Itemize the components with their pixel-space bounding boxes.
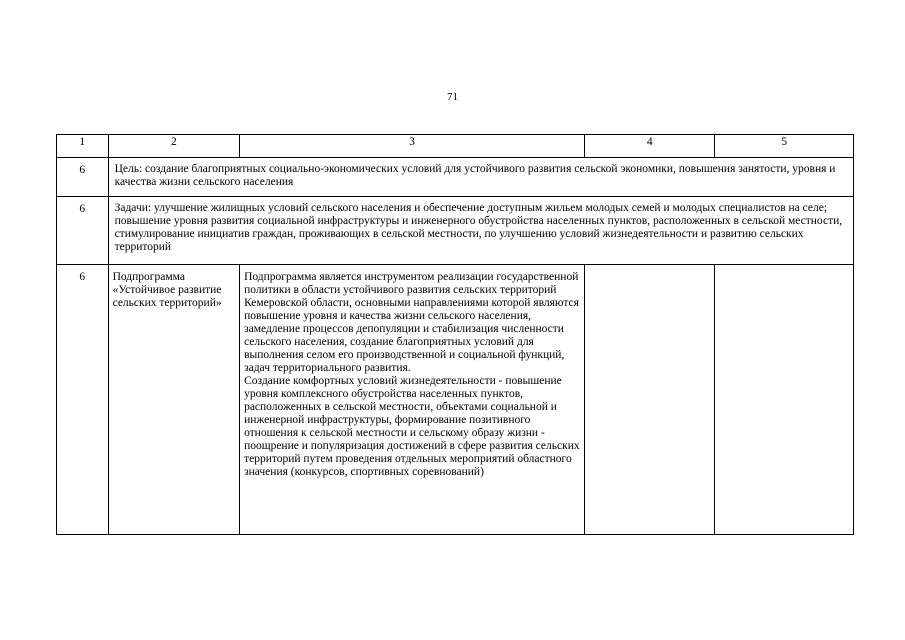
header-cell-1: 1 <box>57 135 109 158</box>
header-cell-5: 5 <box>715 135 854 158</box>
table-header-row <box>57 135 854 158</box>
tasks-row-number: 6 <box>57 197 109 265</box>
program-table <box>56 134 854 535</box>
subprogram-row-number: 6 <box>57 265 109 535</box>
tasks-text: Задачи: улучшение жилищных условий сельского населения и обеспечение доступным жильем молодых семей и молодых специалистов на селе; повышение уровня развития социальной инфраструктуры и инженерного обустройства населенных пунктов, расположенных в сельской местности, стимулирование инициатив граждан, проживающих в сельской местности, по улучшению условий жизнедеятельности и развитию сельских территорий <box>108 197 853 265</box>
subprogram-col4-cell <box>584 265 714 535</box>
header-cell-3: 3 <box>240 135 585 158</box>
table-row-tasks <box>57 197 854 265</box>
table-row-goal <box>57 158 854 197</box>
subprogram-description-cell <box>240 265 585 535</box>
header-cell-2: 2 <box>108 135 239 158</box>
goal-row-number: 6 <box>57 158 109 197</box>
table-row-subprogram <box>57 265 854 535</box>
subprogram-description-1: Подпрограмма является инструментом реализации государственной политики в области устойчивого развития сельских территорий Кемеровской области, основными направлениями которой являются повышение уровня и качества жизни сельского населения, замедление процессов депопуляции и стабилизация численности сельского населения, создание благоприятных условий для выполнения селом его производственной и социальной функций, задач территориального развития. <box>244 271 579 374</box>
subprogram-col5-cell <box>715 265 854 535</box>
header-cell-4: 4 <box>584 135 714 158</box>
goal-text: Цель: создание благоприятных социально-экономических условий для устойчивого развития сельской экономики, повышения занятости, уровня и качества жизни сельского населения <box>108 158 853 197</box>
page-number: 71 <box>447 91 458 103</box>
subprogram-name: Подпрограмма «Устойчивое развитие сельских территорий» <box>112 271 222 309</box>
subprogram-name-cell <box>108 265 239 535</box>
subprogram-description-2: Создание комфортных условий жизнедеятельности - повышение уровня комплексного обустройства населенных пунктов, расположенных в сельской местности, объектами социальной и инженерной инфраструктуры, формирование позитивного отношения к сельской местности и сельскому образу жизни - поощрение и популяризация достижений в сфере развития сельских территорий путем проведения отдельных мероприятий областного значения (конкурсов, спортивных соревнований) <box>244 375 580 478</box>
